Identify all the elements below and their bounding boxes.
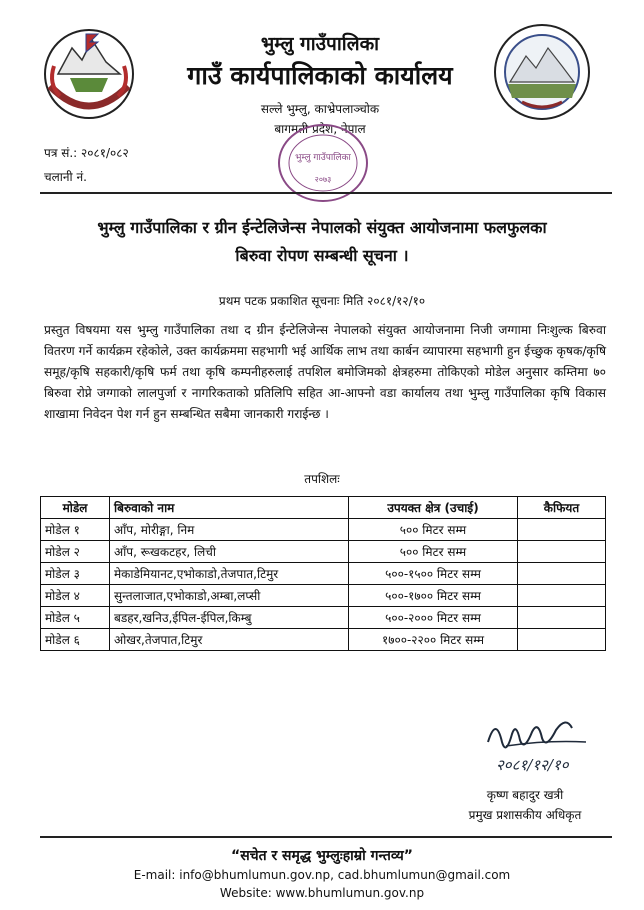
footer-website: Website: www.bhumlumun.gov.np [219, 886, 425, 900]
cell-model: मोडेल २ [41, 541, 110, 563]
address-line-2: बागमती प्रदेश, नेपाल [274, 122, 366, 136]
municipality-name: भुम्लु गाउँपालिका [260, 33, 380, 55]
reference-number: पत्र सं.: २०८१/०८२ [44, 146, 129, 160]
cell-zone: ५०० मिटर सम्म [349, 519, 518, 541]
municipality-logo [492, 22, 592, 122]
cell-plants: आँप, रूखकटहर, लिची [110, 541, 349, 563]
notice-title-line-2: बिरुवा रोपण सम्बन्धी सूचना । [235, 246, 409, 265]
cell-zone: ५०० मिटर सम्म [349, 541, 518, 563]
notice-body: प्रस्तुत विषयमा यस भुम्लु गाउँपालिका तथा द ग्रीन ईन्टेलिजेन्स नेपालको संयुक्त आयोजनामा निजी जग्गामा निःशुल्क बिरुवा वितरण गर्ने कार्यक्रम रहेकोले, उक्त कार्यक्रममा सहभागी भई आर्थिक लाभ तथा कार्बन व्यापारमा सहभागी हुन ईच्छुक कृषक/कृषि समूह/कृषि सहकारी/कृषि फर्म तथा कृषि कम्पनीहरुलाई तपशिल बमोजिमको क्षेत्रहरुमा तोकिएको मोडेल अनुसार कम्तिमा ७० बिरुवा रोप्ने जग्गाको लालपुर्जा र नागरिकताको प्रतिलिपि सहित आ-आफ्नो वडा कार्यालय तथा भुम्लु गाउँपालिका कृषि विकास शाखामा निवेदन पेश गर्न हुन सम्बन्धित सबैमा जानकारी गराईन्छ । [44, 323, 606, 421]
table-row [41, 607, 606, 629]
footer-divider [40, 836, 612, 838]
published-date-line: प्रथम पटक प्रकाशित सूचनाः मिति २०८१/१२/१० [218, 294, 426, 308]
cell-plants: ओखर,तेजपात,टिमुर [110, 629, 349, 651]
cell-model: मोडेल १ [41, 519, 110, 541]
cell-remarks [518, 629, 606, 651]
cell-model: मोडेल ६ [41, 629, 110, 651]
nepal-emblem-logo [40, 26, 138, 122]
cell-plants: सुन्तलाजात,एभोकाडो,अम्बा,लप्सी [110, 585, 349, 607]
signature-date: २०८१/१२/१० [496, 756, 569, 774]
cell-model: मोडेल ५ [41, 607, 110, 629]
header-plant-name: बिरुवाको नाम [110, 497, 349, 519]
table-row [41, 519, 606, 541]
dispatch-number: चलानी नं. [44, 170, 87, 184]
footer-email: E-mail: info@bhumlumun.gov.np, cad.bhumlumun@gmail.com [133, 868, 511, 882]
footer-slogan: “सचेत र समृद्ध भुम्लुःहाम्रो गन्तव्य” [231, 848, 413, 864]
cell-remarks [518, 563, 606, 585]
notice-title-line-1: भुम्लु गाउँपालिका र ग्रीन ईन्टेलिजेन्स नेपालको संयुक्त आयोजनामा फलफुलका [97, 218, 547, 237]
cell-model: मोडेल ३ [41, 563, 110, 585]
cell-remarks [518, 607, 606, 629]
table-header-row [41, 497, 606, 519]
stamp-year: २०७३ [314, 175, 332, 184]
cell-remarks [518, 541, 606, 563]
table-row [41, 629, 606, 651]
cell-zone: ५००-१५०० मिटर सम्म [349, 563, 518, 585]
cell-model: मोडेल ४ [41, 585, 110, 607]
cell-zone: ५००-२००० मिटर सम्म [349, 607, 518, 629]
table-row [41, 585, 606, 607]
cell-zone: १७००-२२०० मिटर सम्म [349, 629, 518, 651]
cell-plants: बडहर,खनिउ,ईपिल-ईपिल,किम्बु [110, 607, 349, 629]
header-divider [40, 192, 612, 194]
cell-plants: मेकाडेमियानट,एभोकाडो,तेजपात,टिमुर [110, 563, 349, 585]
details-label: तपशिलः [304, 472, 340, 486]
plant-model-table [40, 496, 606, 651]
address-line-1: सल्ले भुम्लु, काभ्रेपलाञ्चोक [260, 102, 380, 116]
handwritten-signature [476, 712, 606, 778]
table-row [41, 541, 606, 563]
header-model: मोडेल [41, 497, 110, 519]
office-name: गाउँ कार्यपालिकाको कार्यालय [187, 61, 453, 90]
cell-remarks [518, 585, 606, 607]
cell-plants: आँप, मोरीङ्गा, निम [110, 519, 349, 541]
table-row [41, 563, 606, 585]
cell-remarks [518, 519, 606, 541]
cell-zone: ५००-१७०० मिटर सम्म [349, 585, 518, 607]
signer-title: प्रमुख प्रशासकीय अधिकृत [468, 808, 582, 822]
header-suitable-zone: उपयक्त क्षेत्र (उचाई) [349, 497, 518, 519]
signer-name: कृष्ण बहादुर खत्री [486, 788, 564, 802]
stamp-text: भुम्लु गाउँपालिका [295, 153, 351, 163]
header-remarks: कैफियत [518, 497, 606, 519]
